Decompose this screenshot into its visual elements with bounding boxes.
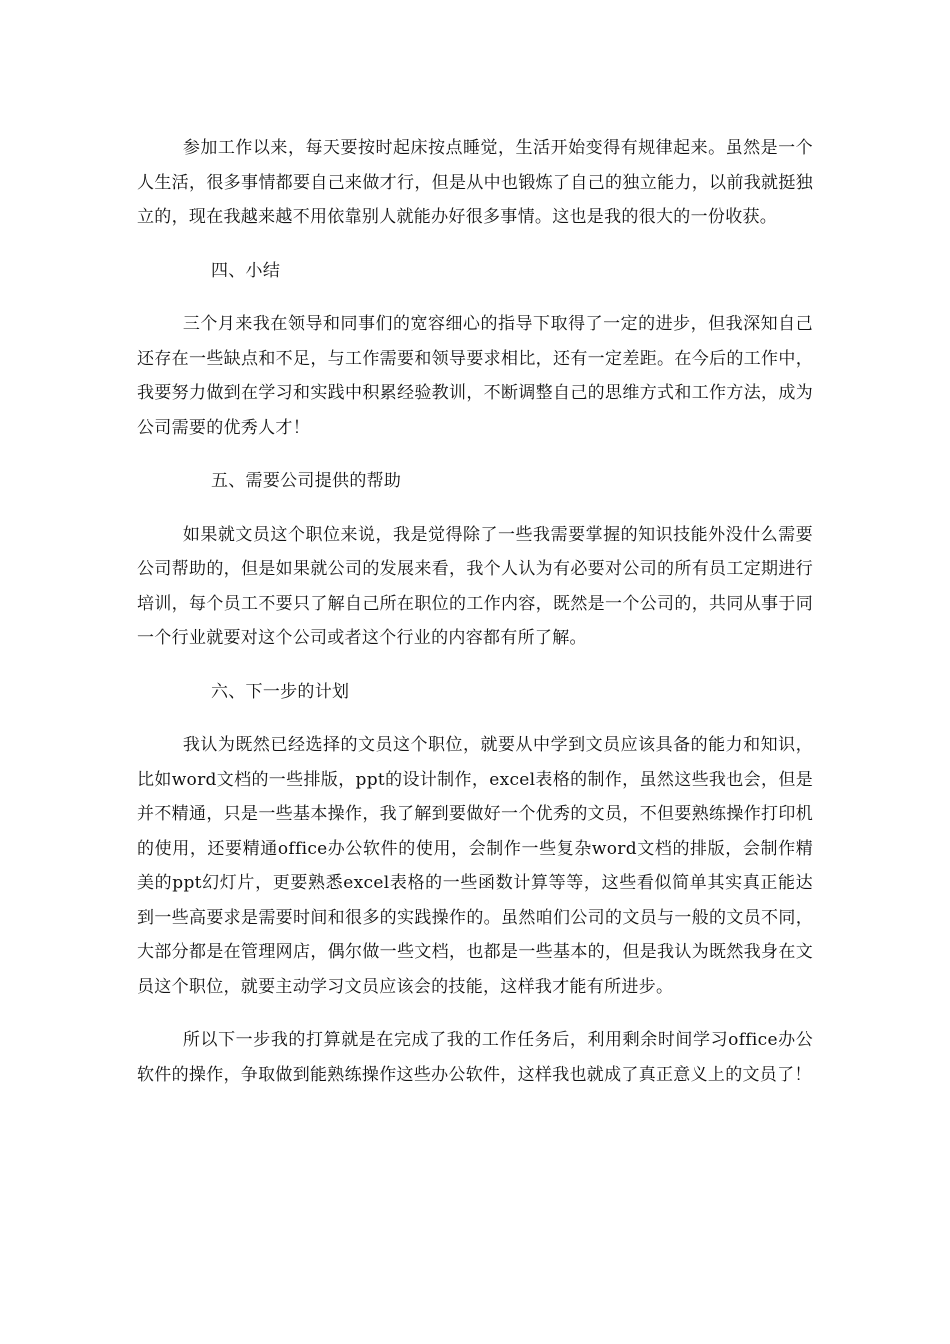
paragraph-next-steps: 所以下一步我的打算就是在完成了我的工作任务后，利用剩余时间学习office办公软件的操作，争取做到能熟练操作这些办公软件，这样我也就成了真正意义上的文员了！ — [137, 1030, 813, 1085]
paragraph-summary: 三个月来我在领导和同事们的宽容细心的指导下取得了一定的进步，但我深知自己还存在一些缺点和不足，与工作需要和领导要求相比，还有一定差距。在今后的工作中，我要努力做到在学习和实践中积累经验教训，不断调整自己的思维方式和工作方法，成为公司需要的优秀人才！ — [137, 314, 813, 438]
document-page — [137, 131, 813, 1111]
heading-company-help: 五、需要公司提供的帮助 — [210, 471, 402, 491]
heading-next-plan: 六、下一步的计划 — [210, 681, 350, 702]
paragraph-next-plan: 我认为既然已经选择的文员这个职位，就要从中学到文员应该具备的能力和知识，比如word文档的一些排版，ppt的设计制作，excel表格的制作，虽然这些我也会，但是并不精通，只是一些基本操作，我了解到要做好一个优秀的文员，不但要熟练操作打印机的使用，还要精通office办公软件的使用，会制作一些复杂word文档的排版，会制作精美的ppt幻灯片，更要熟悉excel表格的一些函数计算等等，这些看似简单其实真正能达到一些高要求是需要时间和很多的实践操作的。虽然咱们公司的文员与一般的文员不同，大部分都是在管理网店，偶尔做一些文档，也都是一些基本的，但是我认为既然我身在文员这个职位，就要主动学习文员应该会的技能，这样我才能有所进步。 — [137, 735, 813, 997]
paragraph-work-life: 参加工作以来，每天要按时起床按点睡觉，生活开始变得有规律起来。虽然是一个人生活，很多事情都要自己来做才行，但是从中也锻炼了自己的独立能力，以前我就挺独立的，现在我越来越不用依靠别人就能办好很多事情。这也是我的很大的一份收获。 — [137, 138, 813, 227]
heading-summary: 四、小结 — [210, 260, 281, 281]
paragraph-company-help: 如果就文员这个职位来说，我是觉得除了一些我需要掌握的知识技能外没什么需要公司帮助的，但是如果就公司的发展来看，我个人认为有必要对公司的所有员工定期进行培训，每个员工不要只了解自己所在职位的工作内容，既然是一个公司的，共同从事于同一个行业就要对这个公司或者这个行业的内容都有所了解。 — [137, 524, 813, 648]
